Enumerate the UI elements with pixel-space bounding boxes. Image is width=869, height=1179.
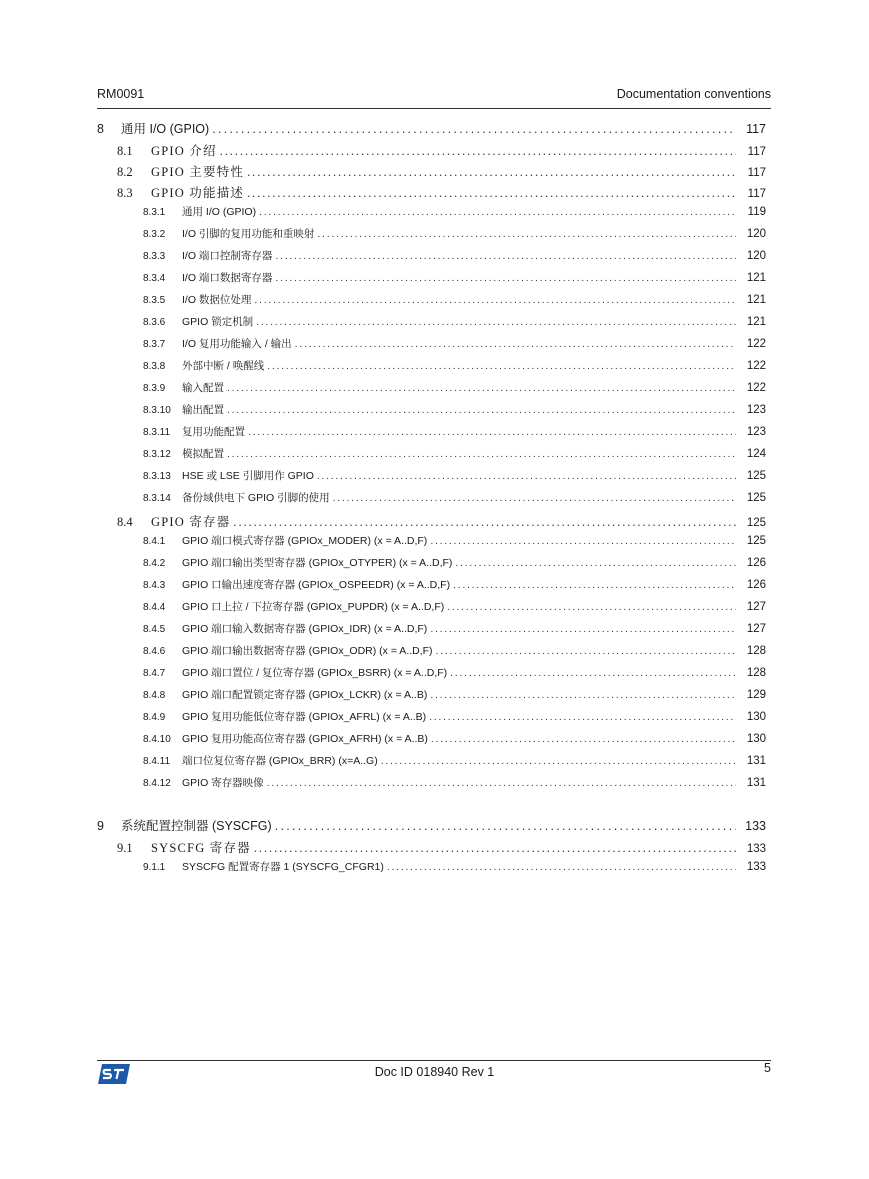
toc-entry[interactable] [97,248,766,270]
toc-entry[interactable] [97,665,766,687]
toc-leader-dots [267,360,736,372]
toc-entry-number: 8.4.10 [143,734,171,745]
toc-entry[interactable] [97,687,766,709]
toc-entry-title: GPIO 口输出速度寄存器 (GPIOx_OSPEEDR) (x = A..D,F) [182,579,451,591]
toc-entry[interactable] [97,162,766,183]
toc-entry-number: 8.4.1 [143,536,166,547]
toc-entry-number: 8.2 [117,165,133,179]
toc-entry-number: 8.4.12 [143,778,171,789]
toc-leader-dots [430,535,736,547]
toc-entry[interactable] [97,446,766,468]
toc-entry-number: 9 [97,819,104,833]
toc-entry-number: 8.3.2 [143,229,166,240]
toc-leader-dots [227,448,736,460]
toc-entry-number: 8.3.8 [143,361,166,372]
toc-leader-dots [295,338,736,350]
toc-entry-number: 8.4 [117,515,133,529]
toc-entry-title: 模拟配置 [182,448,224,460]
toc-entry-title: 通用 I/O (GPIO) [182,206,257,218]
toc-leader-dots [429,711,736,723]
toc-entry-title: SYSCFG 配置寄存器 1 (SYSCFG_CFGR1) [182,861,384,873]
toc-leader-dots [227,404,736,416]
toc-entry-page: 121 [746,316,766,328]
toc-entry-page: 126 [746,579,766,591]
toc-entry[interactable] [97,314,766,336]
toc-entry[interactable] [97,424,766,446]
toc-entry-page: 125 [746,470,766,482]
toc-entry-title: GPIO 寄存器 [151,515,231,529]
toc-spacer [97,797,766,816]
toc-entry-number: 8.4.7 [143,668,166,679]
toc-entry[interactable] [97,358,766,380]
toc-entry-number: 8.3.9 [143,383,166,394]
toc-entry-number: 9.1 [117,841,133,855]
toc-entry-title: SYSCFG 寄存器 [151,841,251,855]
toc-entry-title: GPIO 主要特性 [151,165,245,179]
toc-leader-dots [381,755,736,767]
toc-entry-page: 128 [746,645,766,657]
toc-entry-title: 端口位复位寄存器 (GPIOx_BRR) (x=A..G) [182,755,378,767]
toc-entry-number: 8.4.2 [143,558,166,569]
toc-entry-title: 输入配置 [182,382,224,394]
toc-entry[interactable] [97,643,766,665]
toc-entry[interactable] [97,775,766,797]
toc-leader-dots [248,426,736,438]
toc-entry-title: GPIO 端口输出类型寄存器 (GPIOx_OTYPER) (x = A..D,F) [182,557,453,569]
toc-entry[interactable] [97,859,766,881]
toc-entry-page: 120 [746,228,766,240]
toc-entry[interactable] [97,226,766,248]
toc-leader-dots [247,186,736,201]
toc-leader-dots [259,206,736,218]
toc-entry[interactable] [97,204,766,226]
header-doc-ref: RM0091 [97,87,145,101]
toc-entry-title: I/O 端口数据寄存器 [182,272,273,284]
toc-entry[interactable] [97,621,766,643]
footer-rule [97,1060,771,1061]
toc-entry-number: 8.3.12 [143,449,171,460]
toc-leader-dots [317,470,736,482]
toc-entry[interactable] [97,270,766,292]
toc-leader-dots [447,601,736,613]
toc-entry-title: GPIO 口上拉 / 下拉寄存器 (GPIOx_PUPDR) (x = A..D,F) [182,601,445,613]
toc-entry-page: 121 [746,272,766,284]
toc-entry-title: I/O 端口控制寄存器 [182,250,273,262]
toc-leader-dots [430,689,736,701]
toc-entry[interactable] [97,709,766,731]
toc-entry-page: 117 [746,122,766,136]
toc-entry[interactable] [97,183,766,204]
toc-entry-page: 133 [746,861,766,873]
toc-entry[interactable] [97,599,766,621]
toc-leader-dots [431,733,736,745]
toc-entry-title: GPIO 端口模式寄存器 (GPIOx_MODER) (x = A..D,F) [182,535,428,547]
toc-leader-dots [227,382,736,394]
toc-entry-number: 8.3.13 [143,471,171,482]
toc-entry-page: 131 [746,777,766,789]
toc-entry[interactable] [97,816,766,838]
toc-entry-number: 8.3.6 [143,317,166,328]
toc-entry[interactable] [97,555,766,577]
toc-entry[interactable] [97,380,766,402]
toc-entry-number: 8.1 [117,144,133,158]
toc-entry-page: 123 [746,426,766,438]
toc-leader-dots [220,144,736,159]
toc-leader-dots [317,228,736,240]
toc-entry[interactable] [97,119,766,141]
toc-leader-dots [275,272,736,284]
toc-entry-title: GPIO 端口输出数据寄存器 (GPIOx_ODR) (x = A..D,F) [182,645,433,657]
toc-leader-dots [275,250,736,262]
toc-entry-number: 8.3.14 [143,493,171,504]
toc-entry-number: 8.4.4 [143,602,166,613]
toc-entry[interactable] [97,512,766,533]
toc-leader-dots [233,515,736,530]
toc-entry-title: 备份域供电下 GPIO 引脚的使用 [182,492,330,504]
toc-entry-page: 133 [746,843,766,855]
toc-entry-page: 130 [746,733,766,745]
toc-entry-title: GPIO 复用功能低位寄存器 (GPIOx_AFRL) (x = A..B) [182,711,427,723]
toc-entry-title: I/O 数据位处理 [182,294,252,306]
toc-entry[interactable] [97,838,766,859]
toc-entry-number: 8.3.7 [143,339,166,350]
toc-leader-dots [212,122,736,136]
toc-leader-dots [254,294,736,306]
toc-leader-dots [275,819,736,833]
toc-entry-number: 8.3.10 [143,405,171,416]
toc-entry-number: 8.4.11 [143,756,171,767]
toc-entry-title: GPIO 功能描述 [151,186,245,200]
toc-entry-number: 8.3.4 [143,273,166,284]
toc-entry-page: 127 [746,623,766,635]
toc-entry-page: 125 [746,535,766,547]
toc-entry-title: GPIO 介绍 [151,144,217,158]
toc-entry-title: I/O 复用功能输入 / 输出 [182,338,292,350]
toc-entry-page: 120 [746,250,766,262]
toc-leader-dots [387,861,736,873]
toc-entry-title: GPIO 端口输入数据寄存器 (GPIOx_IDR) (x = A..D,F) [182,623,428,635]
toc-entry-title: GPIO 寄存器映像 [182,777,264,789]
toc-leader-dots [430,623,736,635]
toc-leader-dots [436,645,736,657]
toc-entry-page: 123 [746,404,766,416]
table-of-contents [97,119,766,881]
header-rule [97,108,771,109]
toc-entry-title: 系统配置控制器 (SYSCFG) [121,819,272,833]
toc-entry-number: 8.3.5 [143,295,166,306]
toc-entry-page: 117 [747,188,766,200]
toc-entry[interactable] [97,402,766,424]
toc-entry-page: 117 [747,167,766,179]
toc-entry-page: 124 [746,448,766,460]
toc-leader-dots [267,777,736,789]
toc-leader-dots [455,557,736,569]
toc-entry-title: 通用 I/O (GPIO) [121,122,210,136]
toc-entry-page: 122 [746,360,766,372]
toc-entry-number: 8.3 [117,186,133,200]
toc-entry-title: HSE 或 LSE 引脚用作 GPIO [182,470,314,482]
toc-entry-title: GPIO 端口配置锁定寄存器 (GPIOx_LCKR) (x = A..B) [182,689,428,701]
header-section-title: Documentation conventions [616,87,771,101]
toc-leader-dots [256,316,736,328]
toc-entry-title: 复用功能配置 [182,426,245,438]
toc-entry-number: 8.3.11 [143,427,171,438]
toc-entry[interactable] [97,336,766,358]
toc-entry[interactable] [97,141,766,162]
toc-entry-page: 121 [746,294,766,306]
toc-entry-page: 117 [747,146,766,158]
toc-entry-title: 输出配置 [182,404,224,416]
toc-entry[interactable] [97,731,766,753]
toc-entry[interactable] [97,468,766,490]
toc-entry[interactable] [97,292,766,314]
footer-doc-id: Doc ID 018940 Rev 1 [374,1065,495,1079]
toc-entry-page: 119 [747,206,766,218]
toc-entry-page: 127 [746,601,766,613]
toc-entry[interactable] [97,753,766,775]
toc-leader-dots [333,492,736,504]
toc-entry-number: 8.4.6 [143,646,166,657]
toc-entry-page: 130 [746,711,766,723]
toc-entry-page: 133 [745,819,766,833]
toc-entry-number: 8.4.8 [143,690,166,701]
toc-leader-dots [450,667,736,679]
toc-entry-number: 8.3.1 [143,207,166,218]
toc-entry-page: 129 [746,689,766,701]
toc-entry-number: 9.1.1 [143,862,166,873]
toc-entry-page: 122 [746,382,766,394]
toc-entry-number: 8.3.3 [143,251,166,262]
toc-entry[interactable] [97,533,766,555]
toc-leader-dots [453,579,736,591]
toc-entry-number: 8.4.9 [143,712,166,723]
toc-entry-page: 131 [746,755,766,767]
toc-entry-title: 外部中断 / 唤醒线 [182,360,265,372]
toc-entry-title: GPIO 端口置位 / 复位寄存器 (GPIOx_BSRR) (x = A..D,F) [182,667,448,679]
toc-entry-number: 8.4.5 [143,624,166,635]
toc-leader-dots [247,165,736,180]
toc-entry-title: GPIO 锁定机制 [182,316,254,328]
toc-entry-page: 125 [746,492,766,504]
toc-entry-number: 8.4.3 [143,580,166,591]
toc-entry-title: GPIO 复用功能高位寄存器 (GPIOx_AFRH) (x = A..B) [182,733,428,745]
toc-entry[interactable] [97,490,766,512]
toc-entry-page: 125 [746,517,766,529]
toc-leader-dots [254,841,736,856]
toc-entry-number: 8 [97,122,104,136]
toc-entry-page: 128 [746,667,766,679]
toc-entry-page: 122 [746,338,766,350]
toc-entry[interactable] [97,577,766,599]
footer-page-number: 5 [764,1061,771,1075]
toc-entry-title: I/O 引脚的复用功能和重映射 [182,228,315,240]
toc-entry-page: 126 [746,557,766,569]
